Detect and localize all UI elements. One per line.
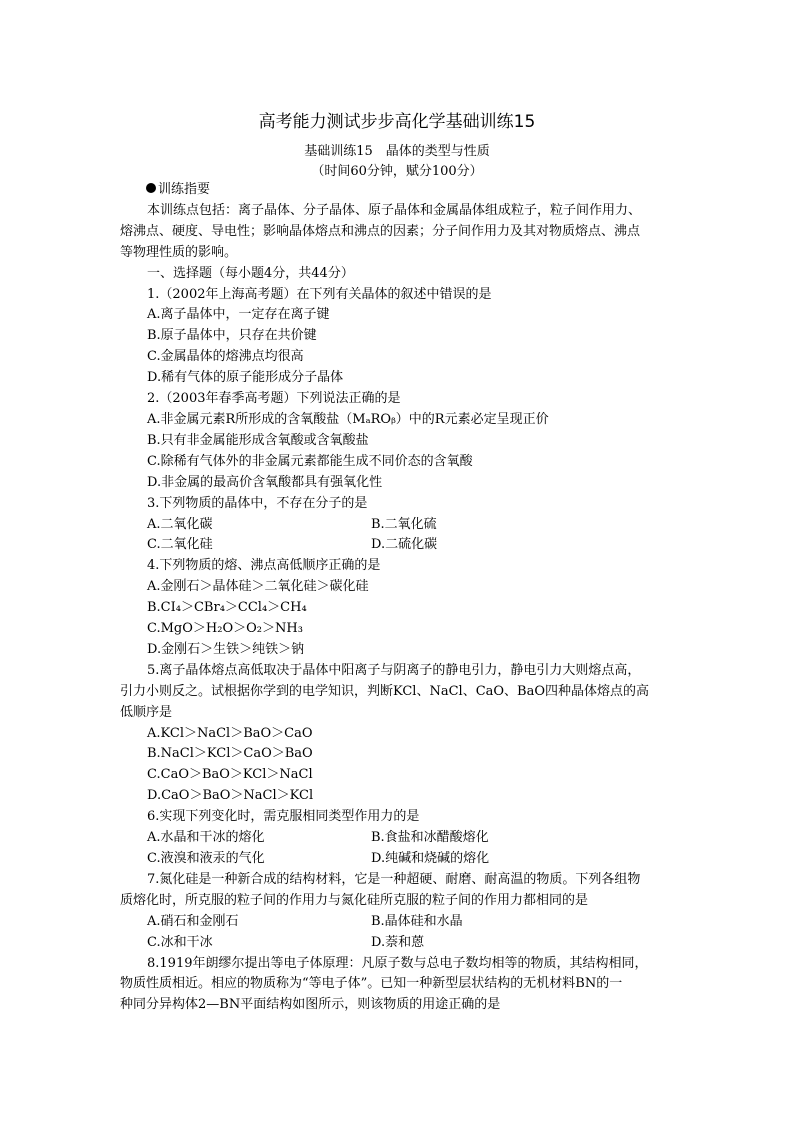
q6-stem: 6.实现下列变化时，需克服相同类型作用力的是 [147,809,420,825]
q6-options-row-1 [147,828,682,849]
q7-options-row-2 [147,933,682,954]
q2-option-a: A.非金属元素R所形成的含氧酸盐（MₐROᵦ）中的R元素必定呈现正价 [147,411,549,427]
q4-option-b: B.CI₄＞CBr₄＞CCl₄＞CH₄ [147,600,307,616]
q7-options-row-1 [147,912,682,933]
q7-option-c: C.冰和干冰 [147,934,213,950]
q4-option-a: A.金刚石＞晶体硅＞二氧化硅＞碳化硅 [147,579,369,595]
q2-stem: 2.（2003年春季高考题）下列说法正确的是 [147,391,401,407]
q2-option-c: C.除稀有气体外的非金属元素都能生成不同价态的含氧酸 [147,453,473,469]
q6-options-row-2 [147,849,682,870]
q3-options-row-2 [147,535,682,556]
q5-stem-line-2: 引力小则反之。试根据你学到的电学知识，判断KCl、NaCl、CaO、BaO四种晶体熔点的高 [120,683,650,699]
q5-option-b: B.NaCl＞KCl＞CaO＞BaO [147,746,313,762]
q8-stem-line-1: 8.1919年朗缪尔提出等电子体原理：凡原子数与总电子数均相等的物质，其结构相同， [147,955,648,971]
q6-option-a: A.水晶和干冰的熔化 [147,830,265,846]
q3-option-a: A.二氧化碳 [147,516,213,532]
q1-option-d: D.稀有气体的原子能形成分子晶体 [147,370,344,386]
subtitle: 基础训练15 晶体的类型与性质 [304,144,490,159]
q3-stem: 3.下列物质的晶体中，不存在分子的是 [147,495,368,511]
q5-option-a: A.KCl＞NaCl＞BaO＞CaO [147,725,313,741]
q6-option-b: B.食盐和冰醋酸熔化 [371,830,489,846]
q5-stem-line-1: 5.离子晶体熔点高低取决于晶体中阳离子与阴离子的静电引力，静电引力大则熔点高， [147,662,641,678]
q7-option-a: A.硝石和金刚石 [147,913,239,929]
q3-option-c: C.二氧化硅 [147,537,213,553]
guide-heading: 训练指要 [158,182,211,197]
guide-line-1: 本训练点包括：离子晶体、分子晶体、原子晶体和金属晶体组成粒子，粒子间作用力、 [147,202,642,218]
q7-stem-line-2: 质熔化时，所克服的粒子间的作用力与氮化硅所克服的粒子间的作用力都相同的是 [120,892,589,908]
q1-option-b: B.原子晶体中，只存在共价键 [147,328,317,344]
q2-option-d: D.非金属的最高价含氧酸都具有强氧化性 [147,474,383,490]
q1-option-c: C.金属晶体的熔沸点均很高 [147,349,304,365]
q1-stem: 1.（2002年上海高考题）在下列有关晶体的叙述中错误的是 [147,286,492,302]
q4-option-d: D.金刚石＞生铁＞纯铁＞钠 [147,641,305,657]
q7-stem-line-1: 7.氮化硅是一种新合成的结构材料，它是一种超硬、耐磨、耐高温的物质。下列各组物 [147,871,641,887]
guide-line-3: 等物理性质的影响。 [120,244,238,260]
guide-line-2: 熔沸点、硬度、导电性；影响晶体熔点和沸点的因素；分子间作用力及其对物质熔点、沸点 [120,223,641,239]
q1-option-a: A.离子晶体中，一定存在离子键 [147,307,330,323]
section-heading: 一、选择题（每小题4分，共44分） [147,265,354,281]
q7-option-b: B.晶体硅和水晶 [371,913,463,929]
guide-heading-line [146,180,682,201]
q3-options-row-1 [147,515,682,536]
time-score: （时间60分钟，赋分100分） [311,164,483,179]
q4-option-c: C.MgO＞H₂O＞O₂＞NH₃ [147,621,303,637]
q3-option-b: B.二氧化硫 [371,516,437,532]
q8-stem-line-2: 物质性质相近。相应的物质称为“等电子体”。已知一种新型层状结构的无机材料BN的一 [120,976,623,992]
q6-option-c: C.液溴和液汞的气化 [147,851,265,866]
page-title: 高考能力测试步步高化学基础训练15 [258,112,536,132]
q6-option-d: D.纯碱和烧碱的熔化 [371,851,490,866]
q8-stem-line-3: 种同分异构体2—BN平面结构如图所示，则该物质的用途正确的是 [120,997,501,1013]
q2-option-b: B.只有非金属能形成含氧酸或含氧酸盐 [147,432,369,448]
document-body [120,180,682,1016]
q5-stem-line-3: 低顺序是 [120,704,173,720]
q3-option-d: D.二硫化碳 [371,537,438,553]
bullet-icon [146,183,156,193]
q7-option-d: D.萘和蒽 [371,934,425,950]
q5-option-c: C.CaO＞BaO＞KCl＞NaCl [147,767,313,783]
q4-stem: 4.下列物质的熔、沸点高低顺序正确的是 [147,558,381,574]
q5-option-d: D.CaO＞BaO＞NaCl＞KCl [147,788,314,804]
